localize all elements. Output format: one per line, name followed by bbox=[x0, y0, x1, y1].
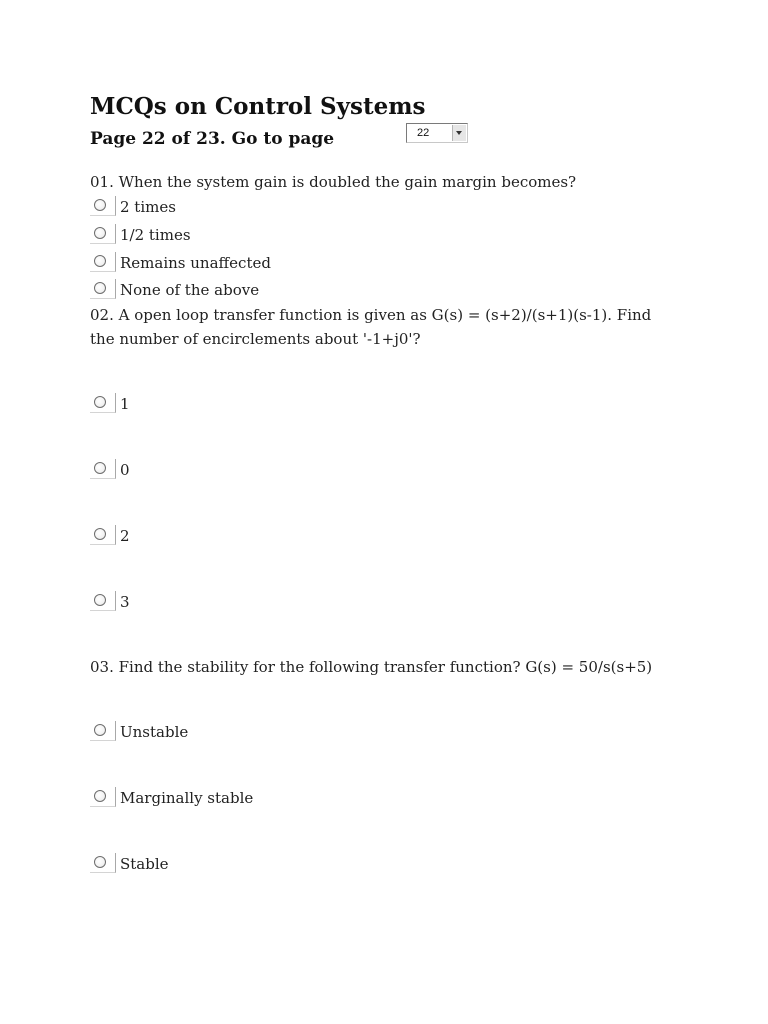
page-indicator: Page 22 of 23. Go to page bbox=[90, 129, 335, 149]
radio-button[interactable] bbox=[90, 787, 116, 807]
option-label: Stable bbox=[120, 855, 169, 873]
question-1-text: 01. When the system gain is doubled the gain margin becomes? bbox=[90, 173, 577, 191]
option-label: Remains unaffected bbox=[120, 254, 271, 272]
radio-button[interactable] bbox=[90, 196, 116, 216]
radio-button[interactable] bbox=[90, 393, 116, 413]
option-label: Marginally stable bbox=[120, 789, 254, 807]
option-label: 0 bbox=[120, 461, 130, 479]
option-label: Unstable bbox=[120, 723, 189, 741]
option-label: 2 bbox=[120, 527, 130, 545]
page-select-value: 22 bbox=[417, 127, 430, 139]
option-label: None of the above bbox=[120, 281, 260, 299]
page-select[interactable] bbox=[406, 123, 468, 143]
radio-button[interactable] bbox=[90, 525, 116, 545]
radio-button[interactable] bbox=[90, 279, 116, 299]
radio-button[interactable] bbox=[90, 224, 116, 244]
radio-button[interactable] bbox=[90, 591, 116, 611]
option-label: 2 times bbox=[120, 198, 176, 216]
page-title: MCQs on Control Systems bbox=[90, 93, 426, 120]
option-label: 1/2 times bbox=[120, 226, 191, 244]
radio-button[interactable] bbox=[90, 252, 116, 272]
question-2-text: 02. A open loop transfer function is given as G(s) = (s+2)/(s+1)(s-1). Find the number of encirclements about '-1+j0'? bbox=[90, 306, 652, 348]
option-label: 3 bbox=[120, 593, 130, 611]
chevron-down-icon[interactable] bbox=[452, 125, 466, 141]
radio-button[interactable] bbox=[90, 459, 116, 479]
option-label: 1 bbox=[120, 395, 130, 413]
radio-button[interactable] bbox=[90, 853, 116, 873]
question-3-text: 03. Find the stability for the following transfer function? G(s) = 50/s(s+5) bbox=[90, 658, 653, 676]
radio-button[interactable] bbox=[90, 721, 116, 741]
